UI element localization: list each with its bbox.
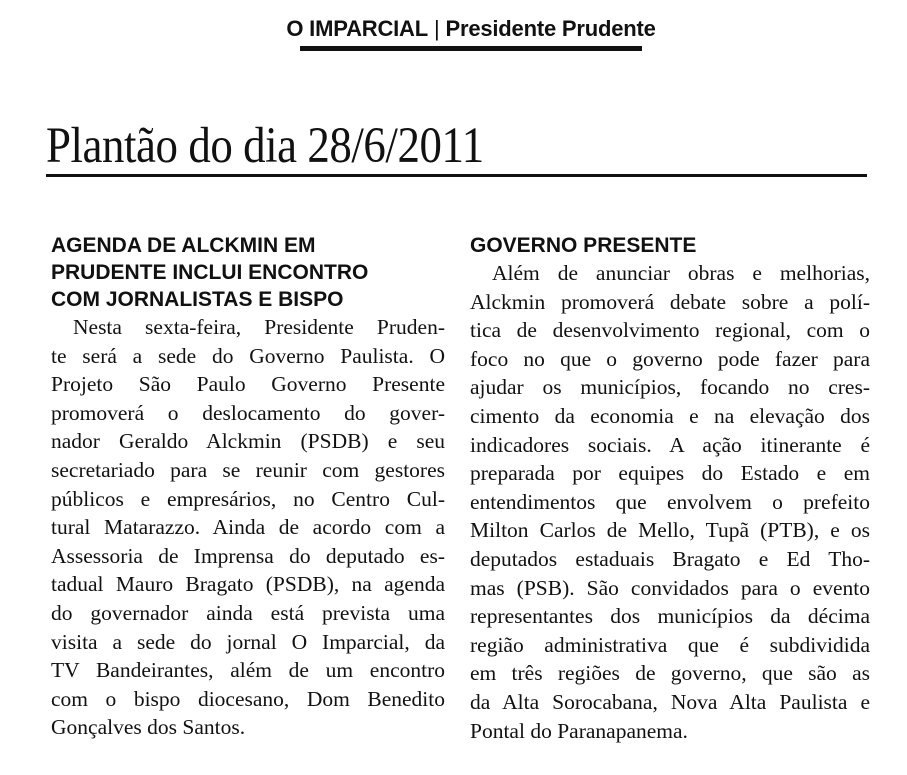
body-line: Assessoria de Imprensa do deputado es- (51, 543, 445, 568)
body-line: Milton Carlos de Mello, Tupã (PTB), e os (470, 518, 870, 543)
headline-line: AGENDA DE ALCKMIN EM (51, 234, 316, 257)
body-line: nador Geraldo Alckmin (PSDB) e seu (51, 429, 445, 454)
body-line: deputados estaduais Bragato e Ed Tho- (470, 546, 870, 571)
body-line: em três regiões de governo, que são as (470, 661, 870, 686)
body-line: Nesta sexta-feira, Presidente Pruden- (73, 315, 445, 339)
body-line: preparada por equipes do Estado e em (470, 461, 870, 486)
body-line: visita a sede do jornal O Imparcial, da (51, 629, 445, 654)
article-right-body (470, 259, 870, 745)
body-line: tural Matarazzo. Ainda de acordo com a (51, 515, 445, 540)
body-line: com o bispo diocesano, Dom Benedito (51, 686, 445, 711)
article-left-body (51, 313, 445, 742)
headline-line: PRUDENTE INCLUI ENCONTRO (51, 261, 369, 284)
body-line: ajudar os municípios, focando no cres- (470, 375, 870, 400)
body-line: representantes dos municípios da décima (470, 604, 870, 629)
body-line: promoverá o deslocamento do gover- (51, 400, 445, 425)
body-line: mas (PSB). São convidados para o evento (470, 575, 870, 600)
body-line: cimento da economia e na elevação dos (470, 403, 870, 428)
body-line: públicos e empresários, no Centro Cul- (51, 486, 445, 511)
body-line: entendimentos que envolvem o prefeito (470, 489, 870, 514)
body-line: tadual Mauro Bragato (PSDB), na agenda (51, 572, 445, 597)
body-line: te será a sede do Governo Paulista. O (51, 343, 445, 368)
body-line: do governador ainda está prevista uma (51, 600, 445, 625)
headline-line: COM JORNALISTAS E BISPO (51, 288, 344, 311)
body-line: indicadores sociais. A ação itinerante é (470, 432, 870, 457)
body-line: Gonçalves dos Santos. (51, 715, 246, 740)
body-line: Além de anunciar obras e melhorias, (492, 261, 870, 285)
article-left-headline (51, 232, 445, 313)
body-line: Projeto São Paulo Governo Presente (51, 372, 445, 397)
body-line: Alckmin promoverá debate sobre a polí- (470, 289, 870, 314)
body-line: foco no que o governo pode fazer para (470, 346, 870, 371)
article-right (470, 232, 870, 745)
headline-line: GOVERNO PRESENTE (470, 234, 697, 257)
masthead (286, 12, 656, 51)
body-line: secretariado para se reunir com gestores (51, 457, 445, 482)
masthead-city: Presidente Prudente (445, 16, 656, 41)
article-right-headline (470, 232, 870, 259)
body-line: região administrativa que é subdividida (470, 632, 870, 657)
masthead-paper-name: O IMPARCIAL (286, 16, 428, 41)
body-line: da Alta Sorocabana, Nova Alta Paulista e (470, 689, 870, 714)
masthead-separator: | (433, 16, 440, 41)
body-line: Pontal do Paranapanema. (470, 718, 688, 743)
body-line: tica de desenvolvimento regional, com o (470, 318, 870, 343)
body-line: TV Bandeirantes, além de um encontro (51, 658, 445, 683)
page-title: Plantão do dia 28/6/2011 (46, 118, 484, 174)
article-left (51, 232, 445, 742)
title-divider (46, 174, 867, 177)
